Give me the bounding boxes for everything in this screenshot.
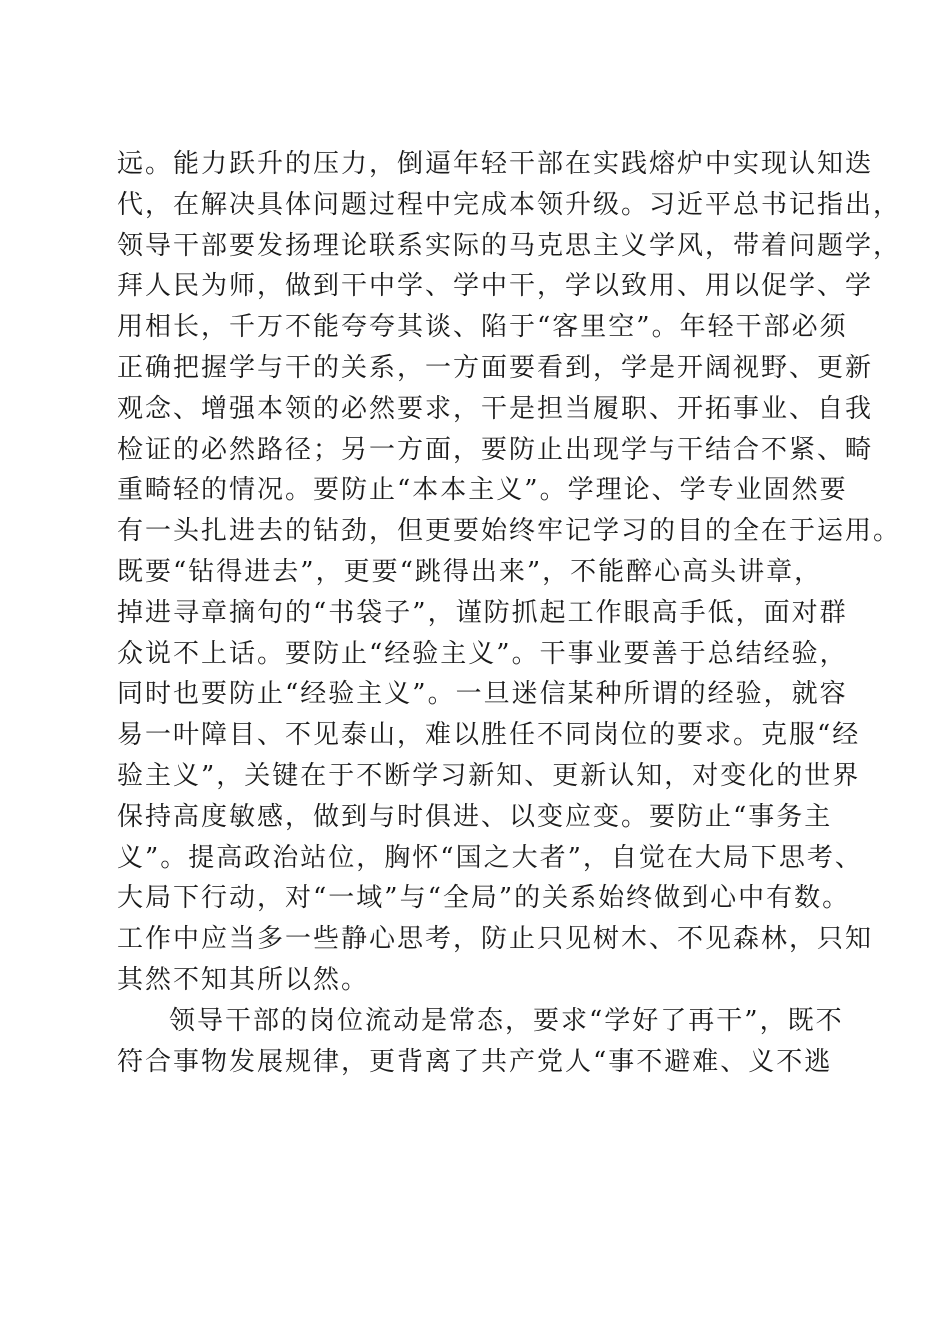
text-line: 既要“钻得进去”，更要“跳得出来”，不能醉心高头讲章， — [117, 556, 823, 587]
paragraph-first-line: 领导干部的岗位流动是常态，要求“学好了再干”，既不 — [169, 1005, 844, 1036]
text-line: 重畸轻的情况。要防止“本本主义”。学理论、学专业固然要 — [117, 475, 848, 506]
text-line: 正确把握学与干的关系，一方面要看到，学是开阔视野、更新 — [117, 352, 874, 383]
text-line: 其然不知其所以然。 — [117, 964, 370, 995]
text-line: 易一叶障目、不见泰山，难以胜任不同岗位的要求。克服“经 — [117, 720, 861, 751]
text-line: 义”。提高政治站位，胸怀“国之大者”，自觉在大局下思考、 — [117, 842, 863, 873]
text-line: 用相长，千万不能夸夸其谈、陷于“客里空”。年轻干部必须 — [117, 312, 848, 343]
text-line: 领导干部要发扬理论联系实际的马克思主义学风，带着问题学， — [117, 230, 902, 261]
text-line: 工作中应当多一些静心思考，防止只见树木、不见森林，只知 — [117, 924, 874, 955]
text-line: 拜人民为师，做到干中学、学中干，学以致用、用以促学、学 — [117, 271, 874, 302]
text-line: 符合事物发展规律，更背离了共产党人“事不避难、义不逃 — [117, 1046, 833, 1077]
text-line: 代，在解决具体问题过程中完成本领升级。习近平总书记指出， — [117, 189, 902, 220]
body-text — [117, 144, 902, 1082]
text-line: 掉进寻章摘句的“书袋子”，谨防抓起工作眼高手低，面对群 — [117, 597, 848, 628]
text-line: 有一头扎进去的钻劲，但更要始终牢记学习的目的全在于运用。 — [117, 516, 902, 547]
text-line: 观念、增强本领的必然要求，干是担当履职、开拓事业、自我 — [117, 393, 874, 424]
text-line: 验主义”，关键在于不断学习新知、更新认知，对变化的世界 — [117, 760, 861, 791]
text-line: 检证的必然路径；另一方面，要防止出现学与干结合不紧、畸 — [117, 434, 874, 465]
text-line: 众说不上话。要防止“经验主义”。干事业要善于总结经验， — [117, 638, 848, 669]
text-line: 同时也要防止“经验主义”。一旦迷信某种所谓的经验，就容 — [117, 679, 848, 710]
text-line: 远。能力跃升的压力，倒逼年轻干部在实践熔炉中实现认知迭 — [117, 149, 874, 179]
text-line: 大局下行动，对“一域”与“全局”的关系始终做到心中有数。 — [117, 883, 851, 914]
text-line: 保持高度敏感，做到与时俱进、以变应变。要防止“事务主 — [117, 801, 833, 832]
